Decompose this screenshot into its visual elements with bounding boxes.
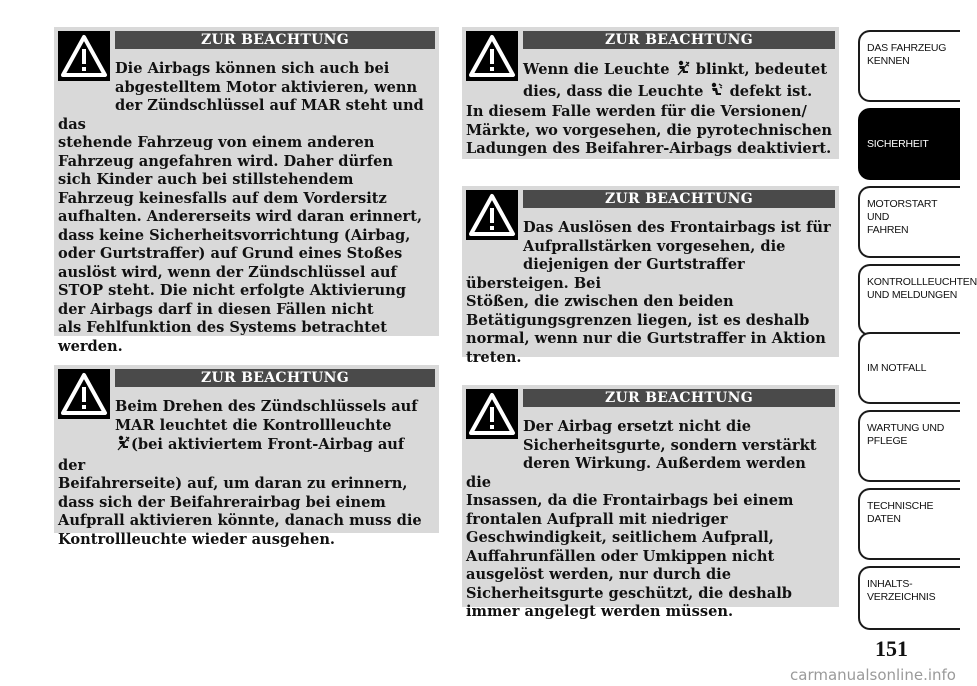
passenger-airbag-lamp-icon (709, 82, 723, 104)
tab-technische-daten[interactable]: TECHNISCHE DATEN (858, 488, 960, 560)
warning-text: Beim Drehen des Zündschlüssels auf MAR leuchtet die Kontrollleuchte (bei aktiviertem Front-Airbag auf der Beifahrerseite) auf, um daran zu erinnern, dass sich der Beifahrerairbag bei einem Aufprall aktivieren könnte, danach muss die Kontrollleuchte wieder ausgehen. (58, 398, 422, 548)
passenger-airbag-lamp-icon (676, 60, 690, 82)
warning-text: Das Auslösen des Frontairbags ist für Aufprallstärken vorgesehen, die diejenigen der Gurtstraffer übersteigen. Bei Stößen, die zwischen den beiden Betätigungsgrenzen liegen, ist es deshalb normal, wenn nur die Gurtstraffer in Aktion treten. (466, 219, 831, 366)
tab-sicherheit[interactable]: SICHERHEIT (858, 108, 960, 180)
tab-wartung-und-pflege[interactable]: WARTUNG UND PFLEGE (858, 410, 960, 482)
passenger-airbag-lamp-icon (116, 435, 130, 457)
warning-title: ZUR BEACHTUNG (523, 190, 835, 208)
tab-kontrollleuchten[interactable]: KONTROLLLEUCHTEN UND MELDUNGEN (858, 264, 960, 336)
warning-box-seatbelts (462, 385, 839, 620)
watermark: carmanualsonline.info (790, 666, 956, 684)
warning-text: Wenn die Leuchte blinkt, bedeutet dies, dass die Leuchte defekt ist. In diesem Falle werden für die Versionen/ Märkte, wo vorgesehen, die pyrotechnischen Ladungen des Beifahrer-Airbags deaktiviert. (466, 61, 833, 157)
tab-das-fahrzeug-kennen[interactable]: DAS FAHRZEUG KENNEN (858, 30, 960, 102)
warning-title: ZUR BEACHTUNG (115, 31, 435, 49)
warning-text: Der Airbag ersetzt nicht die Sicherheitsgurte, sondern verstärkt deren Wirkung. Außerdem werden die Insassen, da die Frontairbags bei einem frontalen Aufprall mit niedriger Geschwindigkeit, seitlichem Aufprall, Auffahrunfällen oder Umkippen nicht ausgelöst werden, nur durch die Sicherheitsgurte geschützt, die deshalb immer angelegt werden müssen. (466, 418, 817, 620)
tab-im-notfall[interactable]: IM NOTFALL (858, 332, 960, 404)
warning-box-frontairbag (462, 186, 839, 366)
warning-box-airbag-parked (54, 27, 439, 355)
tab-motorstart-und-fahren[interactable]: MOTORSTART UND FAHREN (858, 186, 960, 258)
warning-title: ZUR BEACHTUNG (115, 369, 435, 387)
warning-text: Die Airbags können sich auch bei abgestelltem Motor aktivieren, wenn der Zündschlüssel auf MAR steht und das stehende Fahrzeug von einem anderen Fahrzeug angefahren wird. Daher dürfen sich Kinder auch bei stillstehendem Fahrzeug keinesfalls auf dem Vordersitz aufhalten. Andererseits wird daran erinnert, dass keine Sicherheitsvorrichtung (Airbag, oder Gurtstraffer) auf Grund eines Stoßes auslöst wird, wenn der Zündschlüssel auf STOP steht. Die nicht erfolgte Aktivierung der Airbags darf in diesen Fällen nicht als Fehlfunktion des Systems betrachtet werden. (58, 60, 424, 355)
warning-title: ZUR BEACHTUNG (523, 389, 835, 407)
warning-box-lamp-blinks (462, 27, 839, 159)
warning-title: ZUR BEACHTUNG (523, 31, 835, 49)
tab-inhaltsverzeichnis[interactable]: INHALTS- VERZEICHNIS (858, 566, 960, 630)
warning-box-key-mar (54, 365, 439, 548)
page-number: 151 (875, 636, 908, 661)
